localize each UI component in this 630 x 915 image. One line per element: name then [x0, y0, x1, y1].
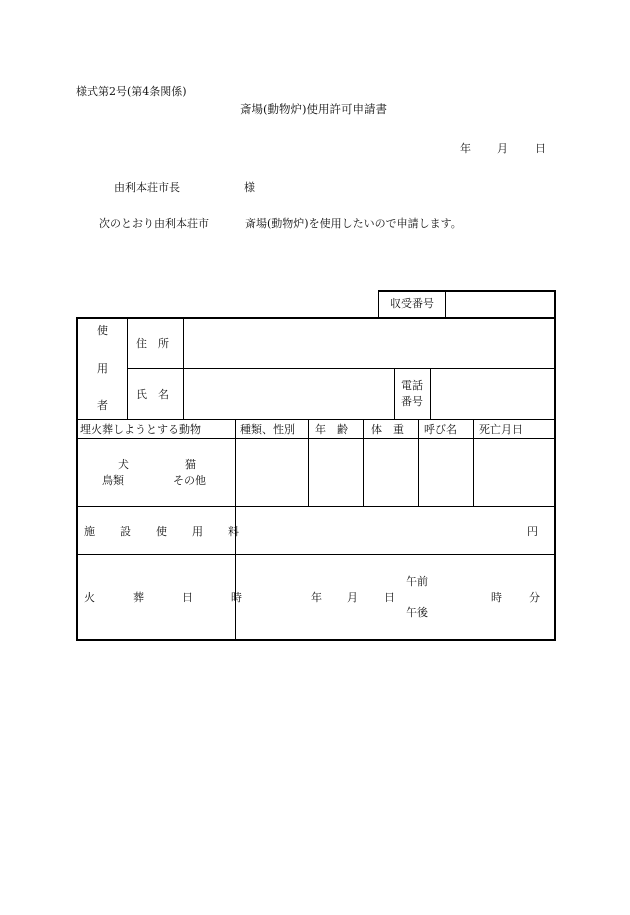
death-date-field[interactable] — [475, 440, 553, 505]
header-age: 年 齢 — [315, 423, 348, 436]
statement-part1: 次のとおり由利本荘市 — [99, 217, 209, 230]
phone-label-line1: 電話 — [401, 379, 423, 392]
statement-part2: 斎場(動物炉)を使用したいので申請します。 — [245, 217, 462, 230]
cremation-pm-option[interactable]: 午後 — [406, 606, 428, 619]
nickname-field[interactable] — [420, 440, 472, 505]
cremation-datetime-field[interactable] — [237, 556, 553, 638]
date-year-label: 年 — [460, 142, 471, 155]
cremation-hour-label: 時 — [491, 591, 502, 604]
form-title: 斎場(動物炉)使用許可申請書 — [240, 102, 387, 116]
option-other[interactable]: その他 — [173, 474, 206, 487]
applicant-label-char-2: 用 — [97, 362, 108, 375]
form-number: 様式第2号(第4条関係) — [76, 85, 187, 98]
fee-unit: 円 — [527, 525, 538, 538]
header-nickname: 呼び名 — [424, 423, 457, 436]
addressee-honorific: 様 — [244, 181, 255, 194]
fee-label: 施設使用料 — [84, 525, 264, 538]
cremation-minute-label: 分 — [529, 591, 540, 604]
header-type-sex: 種類、性別 — [240, 423, 295, 436]
age-field[interactable] — [310, 440, 362, 505]
address-label: 住 所 — [136, 337, 169, 350]
phone-field[interactable] — [432, 370, 553, 418]
receipt-number-label: 収受番号 — [390, 297, 434, 310]
cremation-day-label: 日 — [384, 591, 395, 604]
receipt-number-field[interactable] — [447, 293, 553, 316]
option-cat[interactable]: 猫 — [185, 458, 196, 471]
header-weight: 体 重 — [371, 423, 404, 436]
name-field[interactable] — [185, 370, 393, 418]
cremation-label: 火葬日時 — [84, 591, 280, 604]
header-death-date: 死亡月日 — [479, 423, 523, 436]
header-animal: 埋火葬しようとする動物 — [80, 423, 201, 436]
option-dog[interactable]: 犬 — [118, 458, 129, 471]
applicant-label-char-3: 者 — [97, 399, 108, 412]
option-bird[interactable]: 鳥類 — [102, 474, 124, 487]
type-sex-field[interactable] — [237, 440, 307, 505]
phone-label-line2: 番号 — [401, 395, 423, 408]
cremation-month-label: 月 — [347, 591, 358, 604]
address-field[interactable] — [185, 320, 553, 367]
applicant-label-char-1: 使 — [97, 324, 108, 337]
cremation-am-option[interactable]: 午前 — [406, 575, 428, 588]
weight-field[interactable] — [365, 440, 417, 505]
fee-field[interactable] — [237, 508, 517, 553]
cremation-year-label: 年 — [311, 591, 322, 604]
date-day-label: 日 — [535, 142, 546, 155]
addressee-name: 由利本荘市長 — [114, 181, 180, 194]
name-label: 氏 名 — [136, 388, 169, 401]
date-month-label: 月 — [497, 142, 508, 155]
